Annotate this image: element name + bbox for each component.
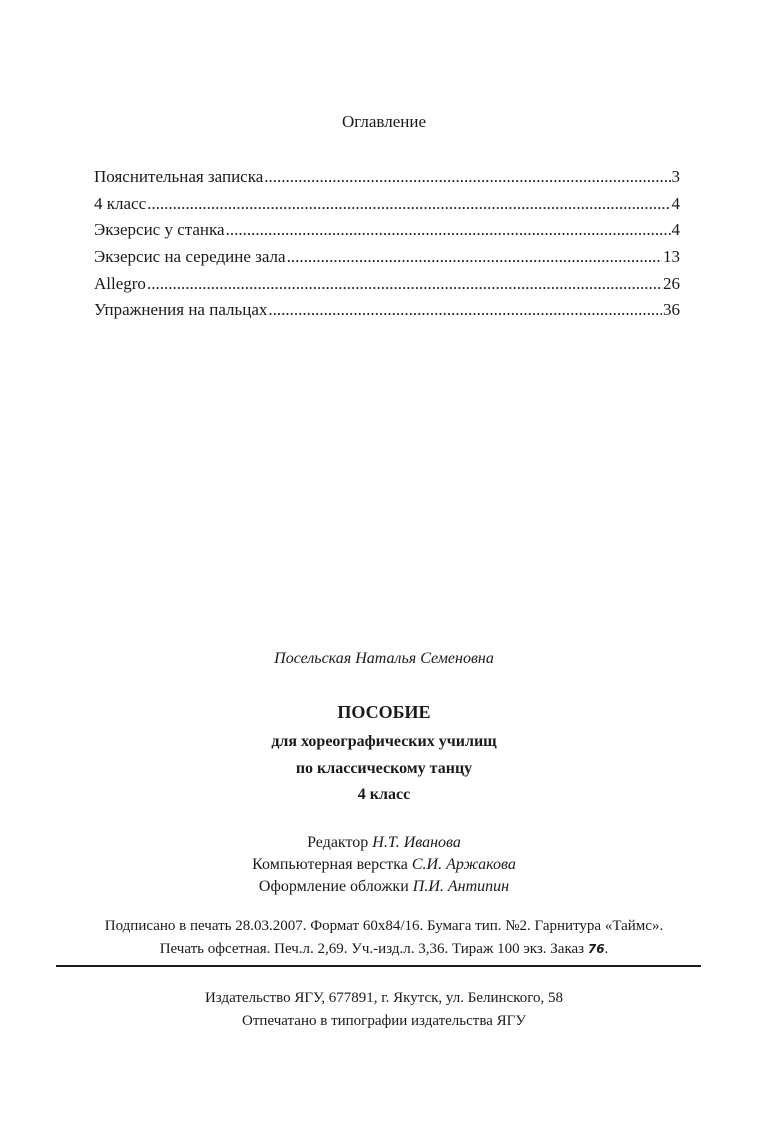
toc-leader-dots bbox=[226, 217, 671, 244]
toc-entry-label: Allegro bbox=[94, 273, 146, 293]
book-subtitle-line: по классическому танцу bbox=[295, 760, 473, 777]
order-number: 76 bbox=[587, 942, 605, 956]
toc-entry bbox=[94, 271, 680, 298]
toc-entry-page: 4 bbox=[671, 193, 680, 213]
print-details bbox=[0, 915, 768, 961]
toc-entry-page: 13 bbox=[663, 247, 680, 267]
toc-entry bbox=[94, 297, 680, 324]
toc-leader-dots bbox=[287, 244, 662, 271]
toc-leader-dots bbox=[147, 191, 670, 218]
credit-role: Редактор bbox=[307, 834, 369, 851]
credit-role: Оформление обложки bbox=[258, 878, 409, 895]
credit-role: Компьютерная верстка bbox=[252, 856, 408, 873]
print-details-line bbox=[0, 938, 768, 961]
toc-leader-dots bbox=[268, 297, 662, 324]
publisher-address: Издательство ЯГУ, 677891, г. Якутск, ул. Белинского, 58 bbox=[204, 990, 564, 1006]
toc-entry bbox=[94, 191, 680, 218]
table-of-contents bbox=[94, 164, 680, 324]
toc-entry-label: Экзерсис на середине зала bbox=[94, 247, 286, 267]
toc-title: Оглавление bbox=[342, 112, 426, 131]
toc-entry-label: Упражнения на пальцах bbox=[94, 300, 268, 320]
credit-line bbox=[0, 876, 768, 898]
author-name: Посельская Наталья Семеновна bbox=[274, 650, 494, 667]
toc-entry-page: 36 bbox=[663, 300, 680, 320]
toc-leader-dots bbox=[147, 271, 662, 298]
toc-entry-label: 4 класс bbox=[94, 193, 147, 213]
toc-entry-page: 4 bbox=[671, 220, 680, 240]
toc-entry bbox=[94, 244, 680, 271]
print-details-end: . bbox=[604, 941, 609, 957]
credit-name: С.И. Аржакова bbox=[411, 856, 516, 873]
printing-house: Отпечатано в типографии издательства ЯГУ bbox=[242, 1013, 526, 1029]
book-title: ПОСОБИЕ bbox=[337, 702, 431, 722]
toc-entry-page: 26 bbox=[663, 273, 680, 293]
publisher-info bbox=[0, 987, 768, 1033]
toc-entry bbox=[94, 164, 680, 191]
print-details-line: Подписано в печать 28.03.2007. Формат 60х84/16. Бумага тип. №2. Гарнитура «Таймс». bbox=[104, 918, 664, 934]
toc-entry-page: 3 bbox=[671, 167, 680, 186]
toc-entry-label: Экзерсис у станка bbox=[94, 220, 225, 240]
print-details-text: Печать офсетная. Печ.л. 2,69. Уч.-изд.л. 3,36. Тираж 100 экз. Заказ bbox=[159, 941, 585, 957]
credit-line bbox=[0, 832, 768, 854]
credit-name: Н.Т. Иванова bbox=[372, 834, 461, 851]
credits-block bbox=[0, 832, 768, 898]
book-subtitle-line: 4 класс bbox=[357, 786, 411, 803]
credit-name: П.И. Антипин bbox=[412, 878, 510, 895]
toc-entry bbox=[94, 217, 680, 244]
book-subtitle-line: для хореографических училищ bbox=[271, 733, 497, 750]
horizontal-rule bbox=[56, 965, 701, 967]
toc-leader-dots bbox=[264, 164, 670, 191]
credit-line bbox=[0, 854, 768, 876]
toc-entry-label: Пояснительная записка bbox=[94, 167, 264, 186]
